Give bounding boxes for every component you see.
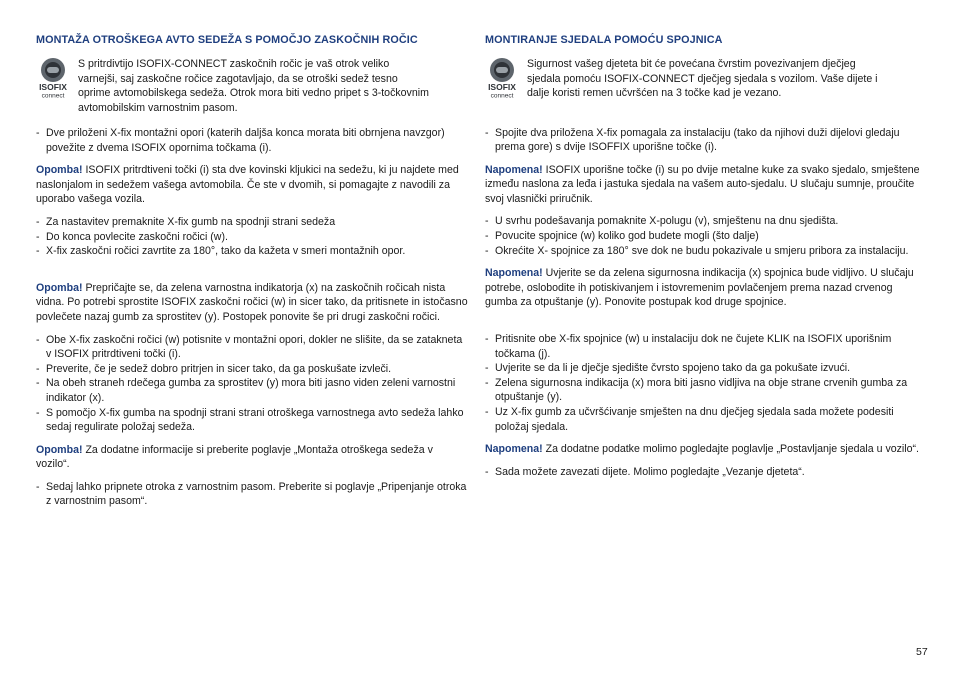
list-item: - Uvjerite se da li je dječje sjedište čvrsto spojeno tako da ga pokušate izvući.	[485, 361, 920, 376]
note-text: ISOFIX uporišne točke (i) su po dvije metalne kuke za svako sjedalo, smještene između naslona za leđa i jastuka sjedala na vašem auto-sjedalu. U slučaju sumnje, proučite svoj vlasnički priručnik.	[485, 163, 920, 205]
note-paragraph	[485, 266, 920, 310]
note-paragraph	[36, 163, 468, 207]
intro-line: oprime avtomobilskega sedeža. Otrok mora biti vedno pripet s 3-točkovnim	[78, 87, 429, 99]
right-column	[485, 33, 920, 487]
note-paragraph	[36, 443, 468, 472]
list-item: - Sada možete zavezati dijete. Molimo pogledajte „Vezanje djeteta“.	[485, 465, 920, 480]
list-item: - Do konca povlecite zaskočni ročici (w).	[36, 230, 468, 245]
list-item: - Zelena sigurnosna indikacija (x) mora biti jasno vidljiva na obje strane crvenih gumba za otpuštanje (y).	[485, 376, 920, 405]
list-item: - Uz X-fix gumb za učvršćivanje smješten na dnu dječjeg sjedala sada možete podesiti položaj sjedala.	[485, 405, 920, 434]
logo-subtext: connect	[490, 92, 514, 99]
logo-subtext: connect	[41, 92, 65, 99]
note-label: Opomba!	[36, 443, 83, 456]
step-list	[36, 126, 468, 155]
left-column	[36, 33, 468, 517]
list-item: - Na obeh straneh rdečega gumba za sprostitev (y) mora biti jasno viden zeleni varnostni indikator (x).	[36, 376, 468, 405]
isofix-connect-logo	[36, 57, 70, 99]
note-label: Opomba!	[36, 164, 83, 177]
list-item: - Spojite dva priložena X-fix pomagala za instalaciju (tako da njihovi duži dijelovi gledaju prema gore) s dvije ISOFFIX uporišne točke (i).	[485, 126, 920, 155]
note-text: Prepričajte se, da zelena varnostna indikatorja (x) na zaskočnih ročicah nista vidna. Po potrebi sprostite ISOFIX zaskočni ročici (w) in sicer tako, da pritisnete in istočasno povlečete nazaj gumb za sprostitev (y). Postopek ponovite še pri drugi zaskočni ročici.	[36, 281, 468, 323]
section-heading: MONTIRANJE SJEDALA POMOĆU SPOJNICA	[485, 34, 723, 46]
logo-text: ISOFIX	[39, 82, 67, 92]
note-text: ISOFIX pritrdtiveni točki (i) sta dve kovinski kljukici na sedežu, ki ju najdete med naslonjalom in sedežem vašega avtomobila. Če ste v dvomih, si pomagajte z navodili za uporabo vašega vozila.	[36, 164, 459, 206]
step-list	[485, 126, 920, 155]
step-list	[485, 214, 920, 258]
note-label: Napomena!	[485, 267, 543, 280]
note-label: Opomba!	[36, 281, 83, 294]
intro-block	[485, 57, 920, 101]
note-label: Napomena!	[485, 443, 543, 456]
list-item: - U svrhu podešavanja pomaknite X-polugu (v), smještenu na dnu sjedišta.	[485, 214, 920, 229]
intro-text	[78, 57, 429, 115]
note-paragraph	[36, 281, 468, 325]
list-item: - Povucite spojnice (w) koliko god budete mogli (što dalje)	[485, 229, 920, 244]
list-item: - S pomočjo X-fix gumba na spodnji strani strani otroškega varnostnega avto sedeža lahko sedaj regulirate položaj sedeža.	[36, 406, 468, 435]
list-item: - Sedaj lahko pripnete otroka z varnostnim pasom. Preberite si poglavje „Pripenjanje otroka z varnostnim pasom“.	[36, 480, 468, 509]
note-text: Za dodatne podatke molimo pogledajte poglavlje „Postavljanje sjedala u vozilo“.	[542, 443, 919, 456]
intro-line: avtomobilskim varnostnim pasom.	[78, 101, 238, 114]
intro-line: sjedala pomoću ISOFIX-CONNECT dječjeg sjedala s vozilom. Vaše dijete i	[527, 72, 878, 85]
note-paragraph	[485, 442, 920, 457]
list-item: - Dve priloženi X-fix montažni opori (katerih daljša konca morata biti obrnjena navzgor) povežite z dvema ISOFIX opornima točkama (i).	[36, 126, 468, 155]
step-list	[36, 215, 468, 259]
intro-line: Sigurnost vašeg djeteta bit će povećana čvrstim povezivanjem dječjeg	[527, 58, 856, 70]
note-label: Napomena!	[485, 163, 543, 176]
step-list	[36, 333, 468, 435]
list-item: - Okrećite X- spojnice za 180° sve dok ne budu pokazivale u smjeru pribora za instalaciju.	[485, 244, 920, 259]
list-item: - X-fix zaskočni ročici zavrtite za 180°, tako da kažeta v smeri montažnih opor.	[36, 244, 468, 259]
list-item: - Za nastavitev premaknite X-fix gumb na spodnji strani sedeža	[36, 215, 468, 230]
intro-block	[36, 57, 468, 115]
isofix-connect-logo	[485, 57, 519, 99]
note-text: Uvjerite se da zelena sigurnosna indikacija (x) spojnica bude vidljivo. U slučaju potrebe, oslobodite ih potiskivanjem i istovremenim povlačenjem prema nazad crvenog gumba za otpuštanje (y). Ponovite postupak kod druge spojnice.	[485, 267, 914, 309]
step-list	[36, 480, 468, 509]
step-list	[485, 465, 920, 480]
intro-line: varnejši, saj zaskočne ročice zagotavljajo, da se otroški sedež tesno	[78, 72, 398, 85]
intro-line: S pritrdivtijo ISOFIX-CONNECT zaskočnih ročic je vaš otrok veliko	[78, 58, 390, 70]
list-item: - Pritisnite obe X-fix spojnice (w) u instalaciju dok ne čujete KLIK na ISOFIX uporišnim točkama (j).	[485, 332, 920, 361]
list-item: - Obe X-fix zaskočni ročici (w) potisnite v montažni opori, dokler ne slišite, da se zatakneta v ISOFIX pritrdtiveni točki (i).	[36, 333, 468, 362]
section-heading: MONTAŽA OTROŠKEGA AVTO SEDEŽA S POMOČJO ZASKOČNIH ROČIC	[36, 34, 418, 46]
intro-text	[527, 57, 878, 101]
page-number: 57	[916, 646, 928, 658]
logo-text: ISOFIX	[488, 82, 516, 92]
note-text: Za dodatne informacije si preberite poglavje „Montaža otroškega sedeža v vozilo“.	[36, 443, 433, 471]
intro-line: dalje koristi remen učvršćen na 3 točke kad je vezano.	[527, 87, 782, 99]
note-paragraph	[485, 163, 920, 207]
list-item: - Preverite, če je sedež dobro pritrjen in sicer tako, da ga poskušate izvleči.	[36, 362, 468, 377]
step-list	[485, 332, 920, 434]
